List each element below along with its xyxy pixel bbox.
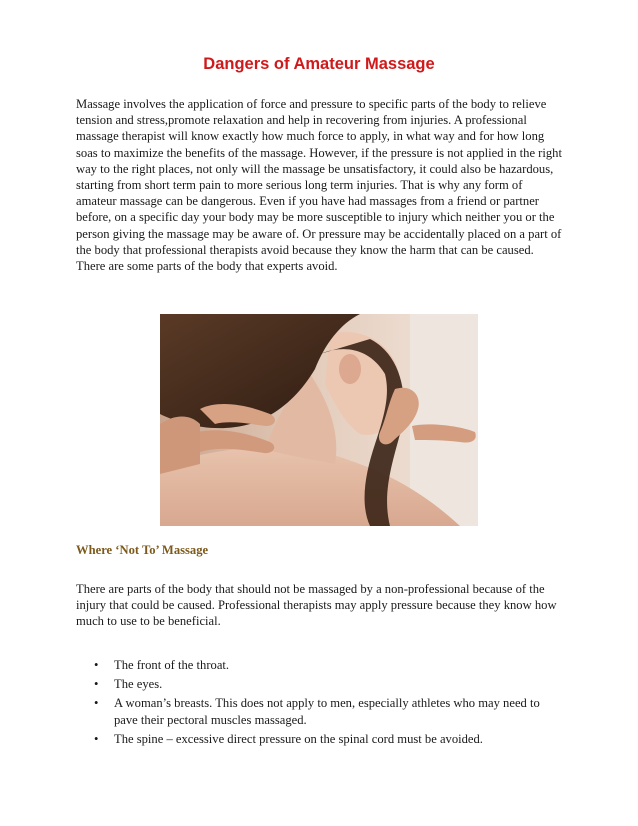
- list-item-text: The front of the throat.: [114, 658, 230, 672]
- list-item-text: The spine – excessive direct pressure on the spinal cord must be avoided.: [114, 731, 483, 746]
- list-item: [76, 676, 566, 692]
- bullet-icon: •: [94, 677, 99, 692]
- section-heading: Where ‘Not To’ Massage: [76, 543, 209, 557]
- bullet-icon: •: [94, 731, 99, 746]
- intro-paragraph: Massage involves the application of force and pressure to specific parts of the body to relieve tension and stress,promote relaxation and help in recovering from injuries. A professional massage therapist will know exactly how much force to apply, in what way and for how long soas to maximize the benefits of the massage. However, if the pressure is not applied in the right way to the right places, not only will the massage be unsatisfactory, it could also be hazardous, starting from short term pain to more serious long term injuries. That is why any form of amateur massage can be dangerous. Even if you have had massages from a friend or partner before, on a specific day your body may be more susceptible to injury which neither you or the person giving the massage may be aware of. Or pressure may be accidentally placed on a part of the body that professional therapists avoid because they know the harm that can be caused. There are some parts of the body that experts avoid.: [76, 97, 562, 274]
- list-item: [76, 657, 566, 673]
- bullet-list: [76, 657, 566, 750]
- list-item: [76, 731, 566, 747]
- list-item: [76, 695, 566, 727]
- section-paragraph: There are parts of the body that should not be massaged by a non-professional because of the injury that could be caused. Professional therapists may apply pressure because they know how much to use to be beneficial.: [76, 582, 557, 629]
- bullet-icon: •: [94, 696, 99, 711]
- list-item-text: A woman’s breasts. This does not apply to men, especially athletes who may need to pave their pectoral muscles massaged.: [114, 696, 540, 727]
- document-title: Dangers of Amateur Massage: [203, 55, 435, 73]
- bullet-icon: •: [94, 658, 99, 672]
- list-item-text: The eyes.: [114, 677, 163, 692]
- massage-photo: [160, 314, 478, 526]
